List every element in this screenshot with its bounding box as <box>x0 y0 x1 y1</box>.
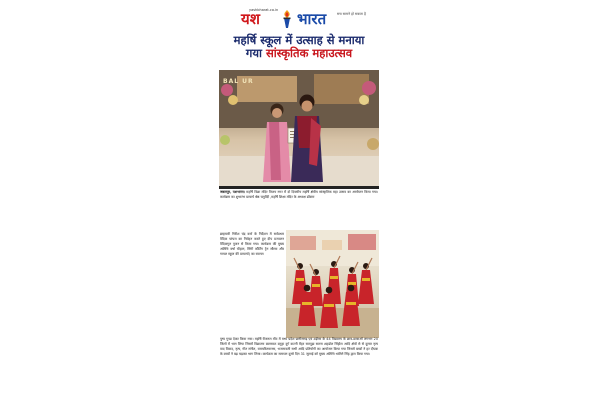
felicitation-scene <box>219 70 379 186</box>
article-p1: महर्षि विद्या मंदिर विजय नगर में दो दिवसीय महर्षि क्षेत्रीय सांस्कृतिक महा उत्सव का आयोजन किया गया। कार्यक्रम का शुभारंभ प्राचार्य श्रेष्ठ चतुर्वेदी ,महर्षि शिक्षा मंदिर के अध्यक्ष डॉक्टर <box>220 190 378 199</box>
event-photo-dance <box>286 230 379 338</box>
headline-line2-black: गया <box>245 46 266 61</box>
dance-scene <box>286 230 379 338</box>
site-url: yashbharat.co.in <box>249 8 279 12</box>
headline-line2 <box>219 47 379 60</box>
article-para-closing: पुष्प गुच्छ देकर किया गया। महर्षि रीजनल मीट में मध्य प्रदेश छत्तीसगढ़ एवं उड़ीसा के 44 विद्यालय के छात्र-छात्राओं लगभग 20 जिलों में भाग लिया जिसमें विद्यालय बालाघाट दमुहा दुर्ग कटनी मैहर सतपुड़ा सतना शहडोल सिंहोरा आदि क्षेत्रों से से दूरस्त नृत्य वाद विवाद, नृत्य, गीत संगीत, रामचरितमानस, भजनावली सभी आदि प्रतियोगी का आयोजन किया गया जिसमें बच्चों ने हर दीपक के बच्चों ने बढ़ चढ़कर भाग लिया। कार्यक्रम का समापन दूसरे दिन 31 जुलाई को मुख्य अतिथि थामिने सिंह द्वारा किया गया। <box>220 337 378 356</box>
headline-line1: महर्षि स्कूल में उत्साह से मनाया <box>233 33 365 47</box>
masthead <box>219 8 379 32</box>
dateline: जबलपुर, यशभारत। <box>220 190 245 194</box>
headline-line2-red: सांस्कृतिक महाउत्सव <box>265 46 353 61</box>
article-para-intro <box>220 190 378 230</box>
newspaper-clipping <box>219 8 379 392</box>
headline <box>219 34 379 60</box>
event-photo-felicitation <box>219 70 379 186</box>
banner-text: BAL UR <box>223 78 254 85</box>
masthead-tagline: सच सामने हो सकता है <box>337 12 366 16</box>
photo-border <box>219 186 379 189</box>
article-para-column: ब्रम्हचारी गिरीश चंद्र वर्मा के निर्देशन में सर्वप्रथम वैदिक परंपरा का निर्वहन करते हुए दीप प्रज्वलन वैदिकगुरु पूजन से किया गया। कार्यक्रम की मुख्य अतिथि वर्षा चौहान, सिंगी कौर्टिंग ट्रेन सौम्या और गायल स्कूल की प्राचार्या) का स्वागत <box>220 232 284 256</box>
logo-text-bharat: भारत <box>297 10 327 28</box>
torch-logo-icon <box>279 9 295 29</box>
logo-text-yash: यश <box>241 10 260 28</box>
